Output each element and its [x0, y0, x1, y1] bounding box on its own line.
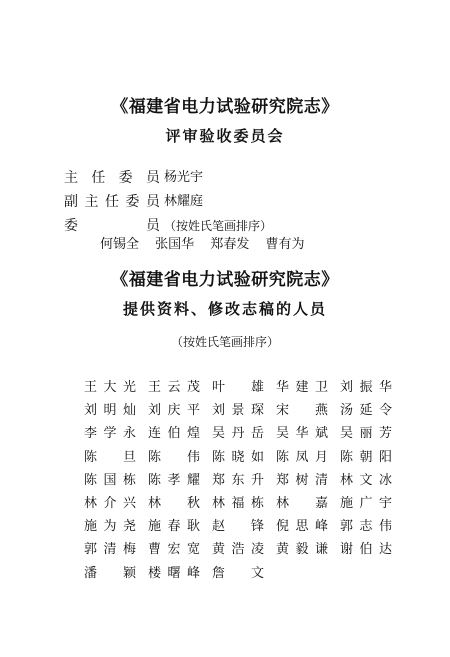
contributor-row: [84, 560, 404, 583]
member-name: 张国华: [155, 237, 195, 252]
contributor-name: 林 秋: [148, 495, 200, 511]
contributor-name: 林介兴: [84, 495, 136, 511]
contributor-name: 郭志伟: [340, 519, 392, 535]
committee-list: [64, 166, 424, 238]
contributor-name: 陈国栋: [84, 472, 136, 488]
contributor-name: 刘庆平: [148, 403, 200, 419]
role-label: 副主任委员: [64, 194, 160, 210]
committee-heading: 评审验收委员会: [165, 127, 285, 145]
contributor-name: 施广宇: [340, 495, 392, 511]
contributor-name: 施为尧: [84, 519, 136, 535]
contributor-row: [84, 420, 404, 443]
contributor-row: [84, 467, 404, 490]
contributor-name: 黄毅谦: [276, 542, 328, 558]
contributor-name: 吴丹岳: [212, 426, 264, 442]
contributors-grid: [84, 374, 404, 583]
contributor-name: 谢伯达: [340, 542, 392, 558]
contributor-row: [84, 536, 404, 559]
contributor-row: [84, 490, 404, 513]
contributor-name: 楼曙峰: [148, 565, 200, 581]
contributor-name: 陈凤月: [276, 449, 328, 465]
member-name: 郑春发: [210, 237, 250, 252]
sort-note: （按姓氏笔画排序）: [170, 335, 279, 349]
role-value: 杨光宇: [164, 170, 204, 185]
contributor-name: 郑东升: [212, 472, 264, 488]
contributor-row: [84, 374, 404, 397]
committee-row-chair: [64, 166, 424, 190]
contributor-name: 刘景琛: [212, 403, 264, 419]
contributor-name: 吴丽芳: [340, 426, 392, 442]
contributor-name: 林 嘉: [276, 495, 328, 511]
contributor-name: 潘 颖: [84, 565, 136, 581]
contributor-name: 林文冰: [340, 472, 392, 488]
contributor-name: 连伯煌: [148, 426, 200, 442]
contributor-name: 郑树清: [276, 472, 328, 488]
contributor-name: 王云茂: [148, 380, 200, 395]
contributor-row: [84, 513, 404, 536]
committee-row-vice-chair: [64, 190, 424, 214]
contributor-name: 刘明灿: [84, 403, 136, 419]
role-note: （按姓氏笔画排序）: [164, 219, 273, 233]
contributor-name: 陈 旦: [84, 449, 136, 465]
contributor-name: 王大光: [84, 380, 136, 395]
committee-members: [100, 233, 316, 252]
contributor-name: 黄浩凌: [212, 542, 264, 558]
contributors-heading: 提供资料、修改志稿的人员: [122, 300, 327, 318]
contributor-name: 赵 锋: [212, 519, 264, 535]
contributor-row: [84, 444, 404, 467]
section-title: 《福建省电力试验研究院志》: [111, 270, 339, 290]
contributor-name: 詹 文: [212, 565, 264, 581]
contributor-name: 郭清梅: [84, 542, 136, 558]
contributor-name: 陈孝耀: [148, 472, 200, 488]
contributor-row: [84, 397, 404, 420]
member-name: 曹有为: [265, 237, 305, 252]
page-title: 《福建省电力试验研究院志》: [111, 97, 339, 117]
member-name: 何锡全: [100, 237, 140, 252]
contributor-name: 华建卫: [276, 380, 328, 395]
contributor-name: 林福栋: [212, 495, 264, 511]
contributor-name: 曹宏宽: [148, 542, 200, 558]
contributor-name: 施春耿: [148, 519, 200, 535]
contributor-name: 叶 雄: [212, 380, 264, 395]
role-value: 林耀庭: [164, 194, 204, 209]
contributor-name: 刘振华: [340, 380, 392, 395]
contributor-name: 倪思峰: [276, 519, 328, 535]
contributor-name: 李学永: [84, 426, 136, 442]
contributor-name: 汤延令: [340, 403, 392, 419]
contributor-name: 吴华斌: [276, 426, 328, 442]
contributor-name: 陈晓如: [212, 449, 264, 465]
contributor-name: 陈朝阳: [340, 449, 392, 465]
role-label: 委 员: [64, 218, 160, 234]
role-label: 主任委员: [64, 170, 160, 186]
contributor-name: 陈 伟: [148, 449, 200, 465]
contributor-name: 宋 燕: [276, 403, 328, 419]
